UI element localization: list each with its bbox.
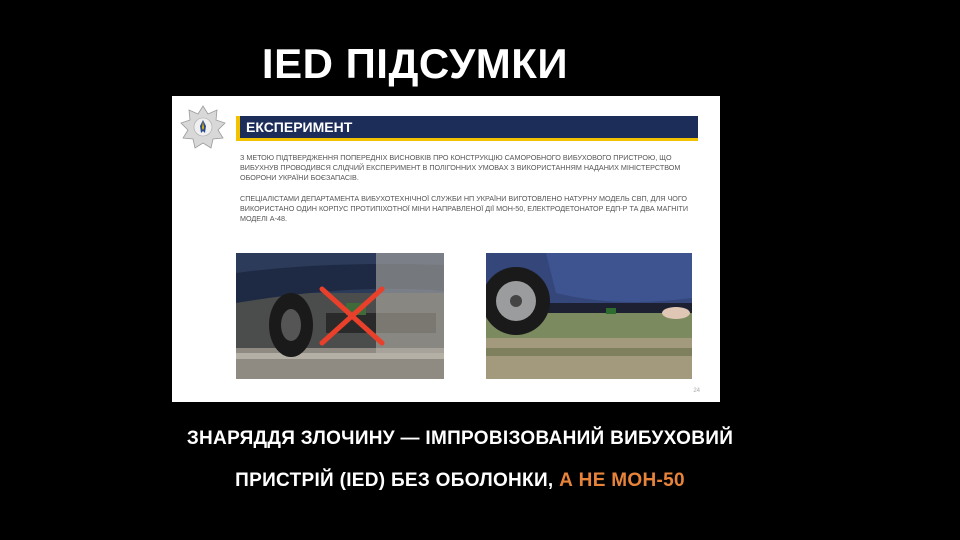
car-underside-photo bbox=[236, 253, 444, 379]
caption-line-2 bbox=[0, 470, 920, 492]
car-wheel-photo bbox=[486, 253, 692, 379]
document-paragraph-2: СПЕЦІАЛІСТАМИ ДЕПАРТАМЕНТА ВИБУХОТЕХНІЧНОЇ СЛУЖБИ НП УКРАЇНИ ВИГОТОВЛЕНО НАТУРНУ МОДЕЛЬ СВП, ДЛЯ ЧОГО ВИКОРИСТАНО ОДИН КОРПУС ПРОТИПІХОТНОЇ МІНИ НАПРАВЛЕНОЇ ДІЇ МОН-50, ЕЛЕКТРОДЕТОНАТОР ЕДП-Р ТА ДВА МАГНІТИ МОДЕЛІ А-48. bbox=[240, 194, 689, 223]
caption-accent-text: А НЕ МОН-50 bbox=[559, 470, 685, 491]
page-number: 24 bbox=[693, 388, 700, 394]
document-paragraph-1: З МЕТОЮ ПІДТВЕРДЖЕННЯ ПОПЕРЕДНІХ ВИСНОВКІВ ПРО КОНСТРУКЦІЮ САМОРОБНОГО ВИБУХОВОГО ПРИСТРОЮ, ЩО ВИБУХНУВ ПРОВОДИВСЯ СЛІДЧИЙ ЕКСПЕРИМЕНТ В ПОЛІГОННИХ УМОВАХ З ВИКОРИСТАННЯМ НАДАНИХ МІНІСТЕРСТВОМ ОБОРОНИ УКРАЇНИ БОЄЗАПАСІВ. bbox=[240, 153, 681, 182]
banner-title: ЕКСПЕРИМЕНТ bbox=[246, 119, 353, 135]
police-seal-icon bbox=[180, 104, 226, 150]
caption-line-2-prefix: ПРИСТРІЙ (IED) БЕЗ ОБОЛОНКИ, bbox=[235, 470, 560, 491]
experiment-banner bbox=[236, 116, 698, 141]
caption-line-1: ЗНАРЯДДЯ ЗЛОЧИНУ — ІМПРОВІЗОВАНИЙ ВИБУХОВИЙ bbox=[186, 428, 734, 449]
slide-title: IED ПІДСУМКИ bbox=[261, 40, 569, 87]
banner-accent-bar bbox=[236, 116, 240, 141]
document-screenshot bbox=[172, 96, 720, 402]
